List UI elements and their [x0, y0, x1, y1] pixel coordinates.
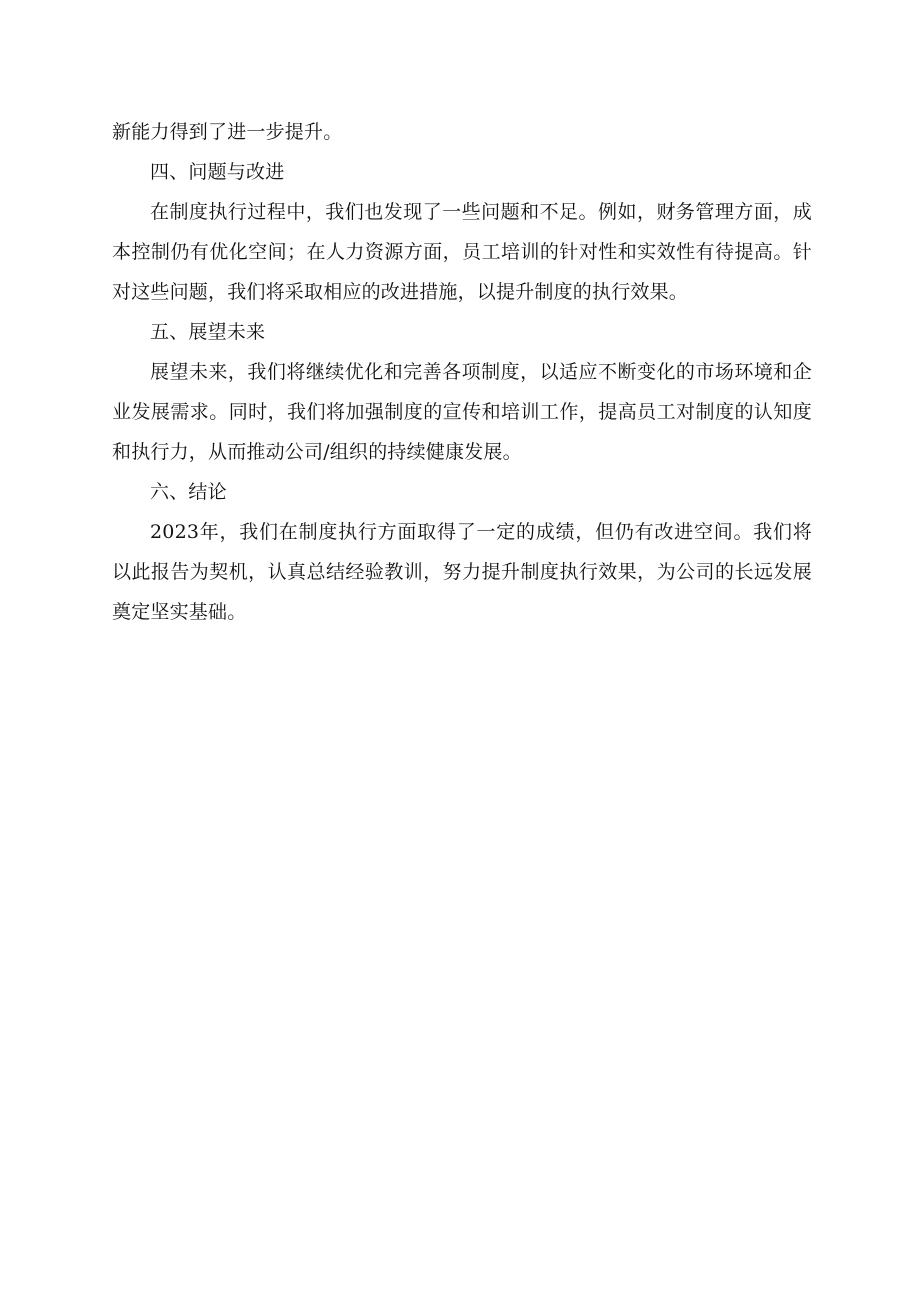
section-heading-conclusion: 六、结论	[150, 481, 227, 503]
continuation-paragraph: 新能力得到了进一步提升。	[112, 121, 343, 143]
problems-paragraph: 在制度执行过程中，我们也发现了一些问题和不足。例如，财务管理方面，成本控制仍有优化空间；在人力资源方面，员工培训的针对性和实效性有待提高。针对这些问题，我们将采取相应的改进措施，以提升制度的执行效果。	[112, 201, 812, 303]
document-body	[112, 112, 812, 632]
outlook-paragraph: 展望未来，我们将继续优化和完善各项制度，以适应不断变化的市场环境和企业发展需求。同时，我们将加强制度的宣传和培训工作，提高员工对制度的认知度和执行力，从而推动公司/组织的持续健康发展。	[112, 361, 812, 463]
section-heading-outlook: 五、展望未来	[150, 321, 266, 343]
section-heading-problems: 四、问题与改进	[150, 161, 285, 183]
conclusion-paragraph: 2023年，我们在制度执行方面取得了一定的成绩，但仍有改进空间。我们将以此报告为契机，认真总结经验教训，努力提升制度执行效果，为公司的长远发展奠定坚实基础。	[112, 521, 812, 623]
